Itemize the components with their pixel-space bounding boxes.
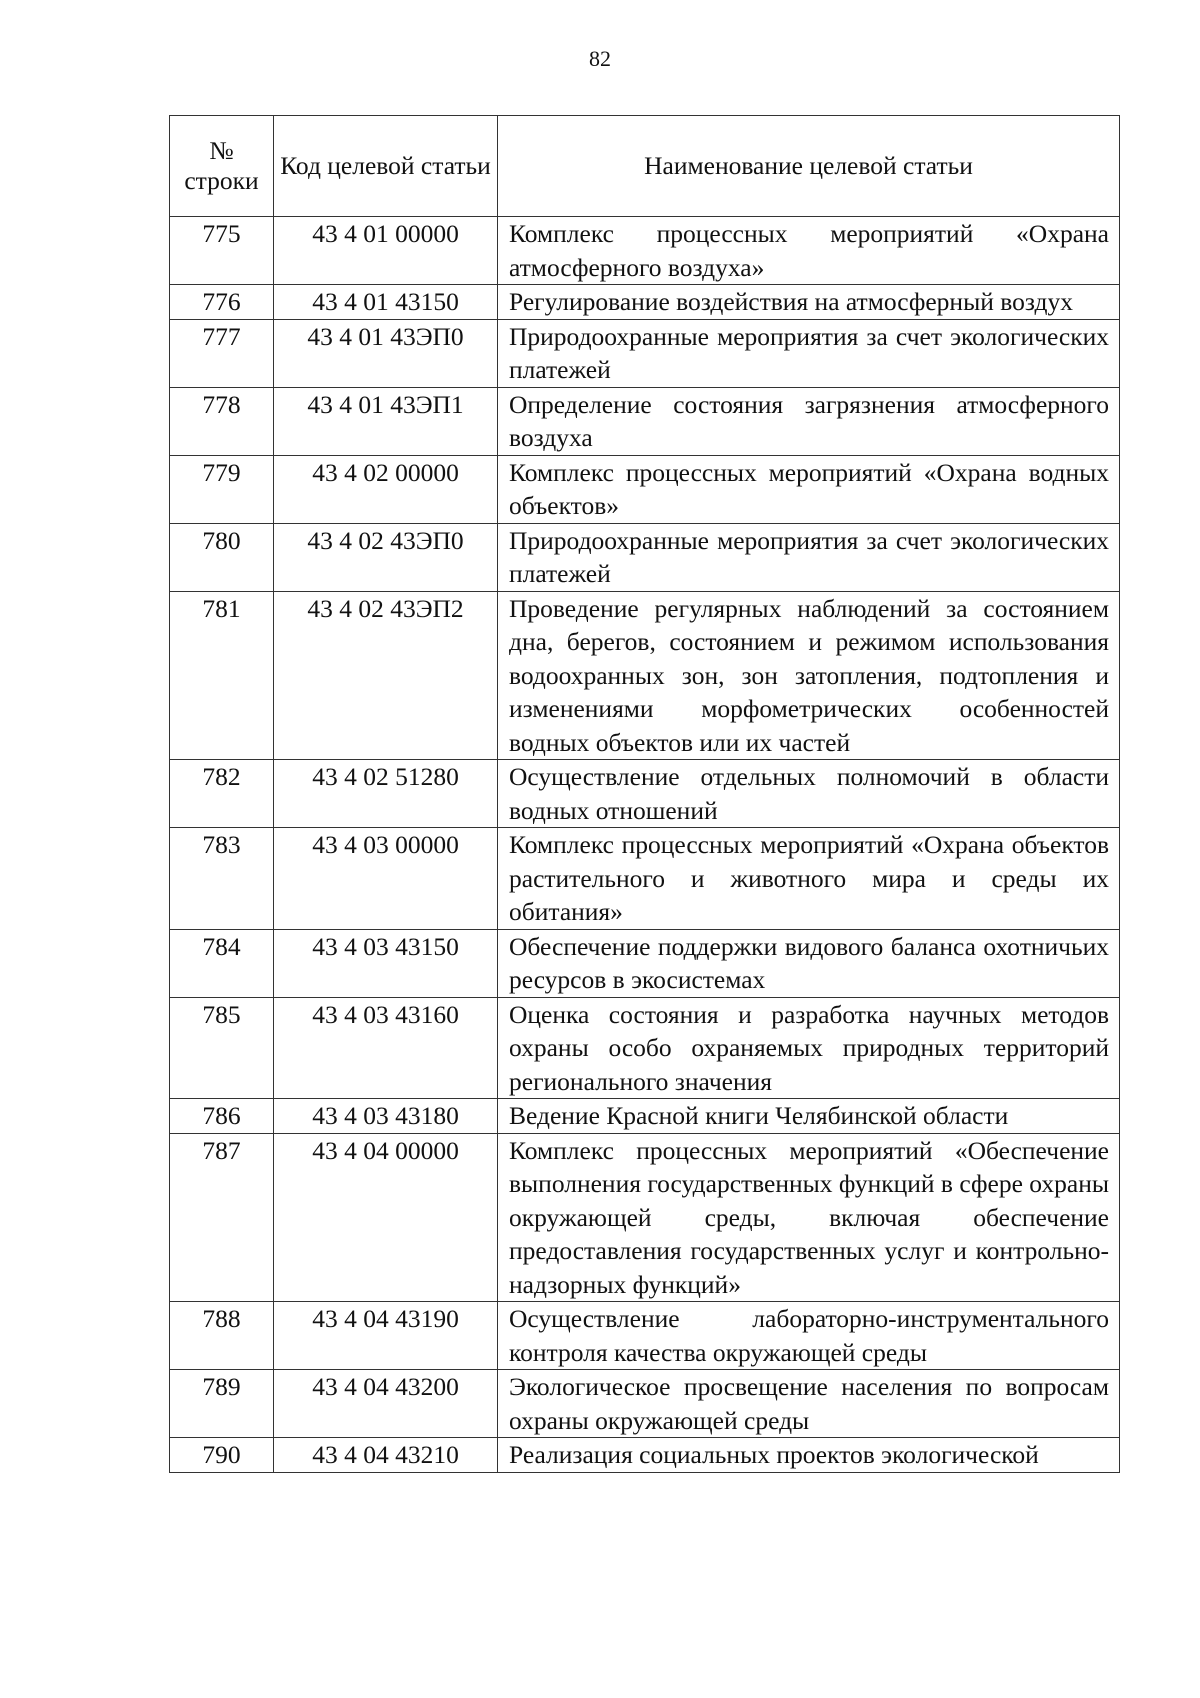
table-row (170, 387, 1120, 455)
header-row-number: № строки (170, 116, 274, 217)
row-number: 786 (170, 1099, 274, 1134)
table-row (170, 1133, 1120, 1302)
row-number: 784 (170, 929, 274, 997)
row-number: 781 (170, 591, 274, 760)
article-code: 43 4 02 43ЭП0 (274, 523, 498, 591)
article-code: 43 4 04 43210 (274, 1438, 498, 1473)
article-code: 43 4 01 43150 (274, 285, 498, 320)
article-name: Комплекс процессных мероприятий «Обеспечение выполнения государственных функций в сфере охраны окружающей среды, включая обеспечение предоставления государственных услуг и контрольно-надзорных функций» (498, 1133, 1120, 1302)
row-number: 776 (170, 285, 274, 320)
article-name: Осуществление отдельных полномочий в области водных отношений (498, 760, 1120, 828)
table-row (170, 1438, 1120, 1473)
row-number: 789 (170, 1370, 274, 1438)
row-number: 779 (170, 455, 274, 523)
row-number: 790 (170, 1438, 274, 1473)
article-code: 43 4 02 00000 (274, 455, 498, 523)
article-code: 43 4 02 43ЭП2 (274, 591, 498, 760)
page-number: 82 (589, 46, 611, 71)
row-number: 782 (170, 760, 274, 828)
article-name: Оценка состояния и разработка научных методов охраны особо охраняемых природных территорий регионального значения (498, 997, 1120, 1099)
article-code: 43 4 03 43160 (274, 997, 498, 1099)
row-number: 780 (170, 523, 274, 591)
table-row (170, 929, 1120, 997)
header-article-code: Код целевой статьи (274, 116, 498, 217)
row-number: 787 (170, 1133, 274, 1302)
table-row (170, 1302, 1120, 1370)
article-code: 43 4 01 00000 (274, 217, 498, 285)
table-row (170, 760, 1120, 828)
article-code: 43 4 04 43190 (274, 1302, 498, 1370)
article-name: Определение состояния загрязнения атмосферного воздуха (498, 387, 1120, 455)
table-body (170, 217, 1120, 1473)
target-articles-table (169, 115, 1120, 1473)
article-name: Ведение Красной книги Челябинской области (498, 1099, 1120, 1134)
article-code: 43 4 03 00000 (274, 828, 498, 930)
table-row (170, 591, 1120, 760)
table-row (170, 285, 1120, 320)
header-article-name: Наименование целевой статьи (498, 116, 1120, 217)
article-code: 43 4 04 43200 (274, 1370, 498, 1438)
article-code: 43 4 03 43180 (274, 1099, 498, 1134)
article-name: Осуществление лабораторно-инструментального контроля качества окружающей среды (498, 1302, 1120, 1370)
article-name: Реализация социальных проектов экологической (498, 1438, 1120, 1473)
article-code: 43 4 01 43ЭП1 (274, 387, 498, 455)
row-number: 777 (170, 319, 274, 387)
row-number: 775 (170, 217, 274, 285)
table-header-row (170, 116, 1120, 217)
row-number: 783 (170, 828, 274, 930)
row-number: 788 (170, 1302, 274, 1370)
table-row (170, 1370, 1120, 1438)
row-number: 778 (170, 387, 274, 455)
article-code: 43 4 04 00000 (274, 1133, 498, 1302)
table-header (170, 116, 1120, 217)
article-name: Регулирование воздействия на атмосферный воздух (498, 285, 1120, 320)
article-name: Обеспечение поддержки видового баланса охотничьих ресурсов в экосистемах (498, 929, 1120, 997)
article-name: Проведение регулярных наблюдений за состоянием дна, берегов, состоянием и режимом использования водоохранных зон, зон затопления, подтопления и изменениями морфометрических особенностей водных объектов или их частей (498, 591, 1120, 760)
article-code: 43 4 02 51280 (274, 760, 498, 828)
article-name: Комплекс процессных мероприятий «Охрана водных объектов» (498, 455, 1120, 523)
table-row (170, 319, 1120, 387)
article-name: Комплекс процессных мероприятий «Охрана атмосферного воздуха» (498, 217, 1120, 285)
table-row (170, 523, 1120, 591)
table-row (170, 217, 1120, 285)
article-name: Экологическое просвещение населения по вопросам охраны окружающей среды (498, 1370, 1120, 1438)
table-row (170, 828, 1120, 930)
table-row (170, 455, 1120, 523)
table-row (170, 1099, 1120, 1134)
table-row (170, 997, 1120, 1099)
article-name: Комплекс процессных мероприятий «Охрана объектов растительного и животного мира и среды их обитания» (498, 828, 1120, 930)
article-name: Природоохранные мероприятия за счет экологических платежей (498, 319, 1120, 387)
article-code: 43 4 03 43150 (274, 929, 498, 997)
row-number: 785 (170, 997, 274, 1099)
article-code: 43 4 01 43ЭП0 (274, 319, 498, 387)
article-name: Природоохранные мероприятия за счет экологических платежей (498, 523, 1120, 591)
